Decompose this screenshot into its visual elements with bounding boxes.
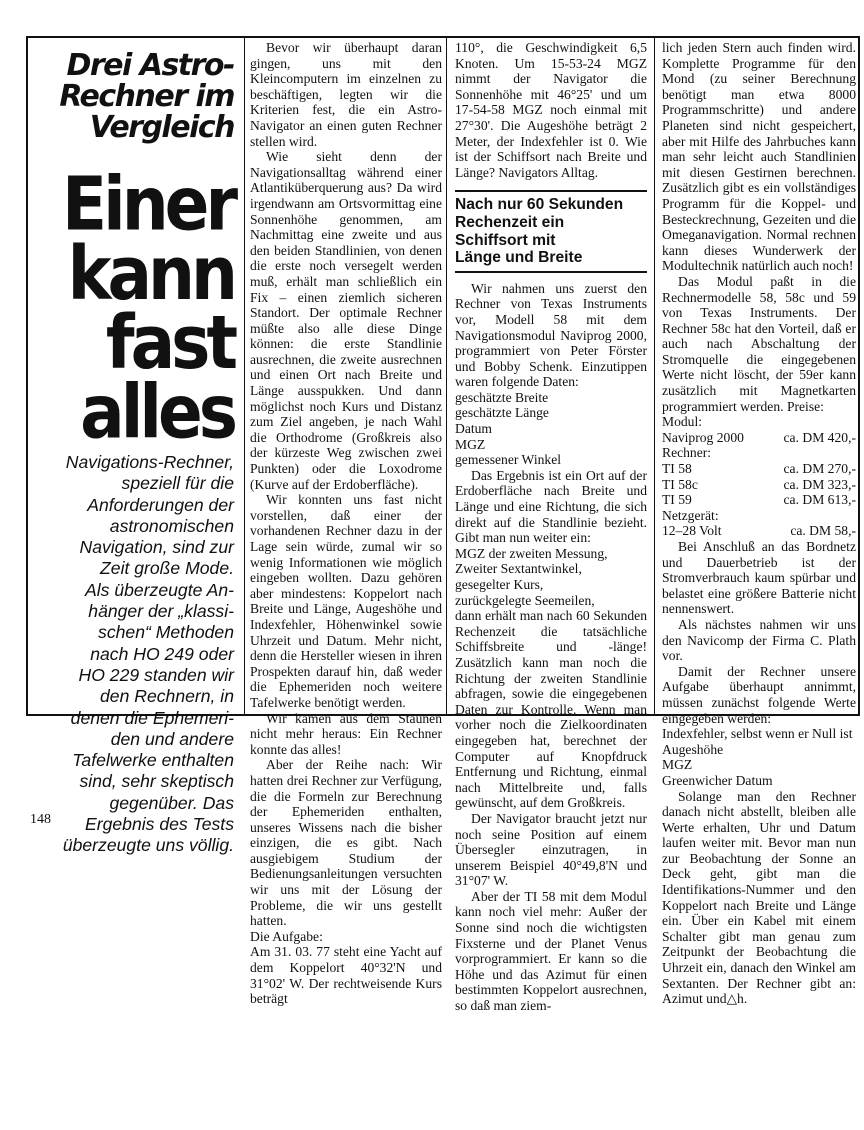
intro-line: hänger der „klassi- xyxy=(88,601,234,622)
price-value: ca. DM 270,- xyxy=(783,461,856,477)
list-item: MGZ xyxy=(662,757,693,773)
list-item: geschätzte Breite xyxy=(455,389,549,405)
intro-line: nach HO 249 oder xyxy=(90,643,234,664)
text-column-2 xyxy=(455,40,647,1014)
intro-line: Navigation, sind zur xyxy=(79,537,234,558)
intro-line: Anforderungen der xyxy=(87,494,234,515)
list-item: gesegelter Kurs, xyxy=(455,577,544,592)
price-item: TI 59 xyxy=(662,492,692,508)
intro-line: den und andere xyxy=(110,728,234,749)
column-divider xyxy=(244,36,245,716)
paragraph: Solange man den Rechner danach nicht abstellt, bleiben alle Werte erhalten, Uhr und Datum laufen weiter mit. Bevor man nun zur Beobachtung der Sonne an Deck geht, gibt man die Identifikations-Nummer und den Koppelort nach Breite und Länge ein. Über ein Kabel mit einem Schalter gibt man genau zum Zeitpunkt der Beobachtung die Uhrzeit ein, danach den Winkel am Sextanten. Der Rechner gibt an: Azimut und△h. xyxy=(662,788,856,1007)
intro-line: astronomischen xyxy=(109,515,234,536)
text-column-3 xyxy=(662,40,856,1007)
paragraph: Bei Anschluß an das Bordnetz und Dauerbetrieb ist der Stromverbrauch kaum spürbar und belastet eine größere Batterie nicht nennenswert. xyxy=(662,539,856,617)
list-item: zurückgelegte Seemeilen, xyxy=(455,592,595,608)
list-item: Datum xyxy=(455,421,492,437)
list-item: MGZ xyxy=(455,436,486,452)
article-kicker xyxy=(38,50,234,143)
paragraph: Wir konnten uns fast nicht vorstellen, daß einer der vorhandenen Rechner dazu in der Lage sein würde, zumal wir so wenig Informationen wie möglich eingeben wollten. Dazu gehören aber mindestens: Koppelort nach Breite und Länge, Augeshöhe und Indexfehler, Höhenwinkel sowie Uhrzeit und Datum. Mehr nicht, denn die Hersteller wiesen in ihren Prospekten darauf hin, daß weder die Ephemeriden noch weitere Tafelwerke benötigt werden. xyxy=(250,492,442,710)
price-group-label: Modul: xyxy=(662,414,703,430)
page-number: 148 xyxy=(30,812,51,827)
heading-line: Rechenzeit ein xyxy=(455,213,565,231)
intro-line: überzeugte uns völlig. xyxy=(62,835,234,856)
price-item: TI 58c xyxy=(662,476,698,492)
text-column-1 xyxy=(250,40,442,1007)
task-label: Die Aufgabe: xyxy=(250,928,323,944)
intro-line: den Rechnern, in xyxy=(100,686,234,707)
intro-line: Ergebnis des Tests xyxy=(85,814,234,835)
intro-line: speziell für die xyxy=(121,473,234,494)
price-item: 12–28 Volt xyxy=(662,523,722,539)
price-row xyxy=(662,492,856,508)
paragraph: Wir kamen aus dem Staunen nicht mehr heraus: Ein Rechner konnte das alles! xyxy=(250,710,442,757)
section-heading xyxy=(455,190,647,272)
intro-line: denen die Ephemeri- xyxy=(70,707,234,728)
heading-line: Schiffsort mit xyxy=(455,231,556,249)
paragraph: Der Navigator braucht jetzt nur noch seine Position auf einem Übersegler einzutragen, in unserem Beispiel 40°49,8'N und 31°07' W. xyxy=(455,810,647,889)
price-group-label: Rechner: xyxy=(662,445,712,461)
intro-line: HO 229 standen wir xyxy=(78,664,234,685)
list-item: geschätzte Länge xyxy=(455,405,549,421)
paragraph: lich jeden Stern auch finden wird. Komplette Programme für den Mond (zu seiner Berechnung benötigt man etwa 8000 Programmschritte) und andere Planeten sind nicht gespeichert, aber mit Hilfe des Jahrbuches kann man sehr leicht auch Standlinien mit diesen Gestirnen berechnen. Zusätzlich gibt es ein vollständiges Programm für die Koppel- und Besteckrechnung, Gezeiten und die Omeganavigation. Normal rechnen kann dieses Wunderwerk der Modultechnik natürlich auch noch! xyxy=(662,40,856,274)
kicker-line: Vergleich xyxy=(89,110,234,145)
price-group-label: Netzgerät: xyxy=(662,507,719,523)
paragraph: Aber der Reihe nach: Wir hatten drei Rechner zur Verfügung, die die Formeln zur Berechnung der Ephemeriden enthalten, unseres Wissens nach die bisher einzigen, die es gibt. Nach ausgiebigem Studium der Bedienungsanleitungen versuchten wir uns mit der Lösung der Probleme, die wir uns gestellt hatten. xyxy=(250,757,442,929)
headline-line: fast xyxy=(105,299,234,387)
paragraph: 110°, die Geschwindigkeit 6,5 Knoten. Um 15-53-24 MGZ nimmt der Navigator die Sonnenhöhe mit 46°25' und um 17-54-58 MGZ noch einmal mit 27°30'. Die Augeshöhe beträgt 2 Meter, der Indexfehler ist 0. Wie ist der Schiffsort nach Breite und Länge? Navigators Alltag. xyxy=(455,40,647,180)
price-row xyxy=(662,477,856,493)
price-row xyxy=(662,461,856,477)
article-headline xyxy=(30,161,234,456)
column-divider xyxy=(654,36,655,716)
intro-line: schen“ Methoden xyxy=(98,622,234,643)
list-item: Zweiter Sextantwinkel, xyxy=(455,561,582,577)
list-item: Augeshöhe xyxy=(662,741,724,757)
price-item: TI 58 xyxy=(662,461,692,477)
headline-line: alles xyxy=(80,369,234,456)
price-item: Naviprog 2000 xyxy=(662,429,744,445)
paragraph: Wie sieht denn der Navigationsalltag während einer Atlantiküberquerung aus? Da wird irgendwann am Ortsvormittag eine Sonnenhöhe genommen, am Nachmittag eine zweite und aus den beiden Standlinien, von denen die erste noch versegelt werden muß, erhält man schließlich ein Fix – einen ziemlich sicheren Standort. Der optimale Rechner müßte also alle diese Dinge können: die erste Standlinie ausrechnen, die zweite ausrechnen und einen Ort nach Breite und Länge ausspukken. Und dann möglichst noch Kurs und Distanz zum Ziel angeben, je nach Wahl die Orthodrome (Großkreis also der kürzeste Weg zwischen zwei Punkten) oder die Loxodrome (Kurve auf der Erdoberfläche). xyxy=(250,149,442,492)
price-value: ca. DM 323,- xyxy=(783,476,856,492)
paragraph: Wir nahmen uns zuerst den Rechner von Texas Instruments vor, Modell 58 mit dem Navigationsmodul Naviprog 2000, programmiert von Peter Förster und Bobby Schenk. Einzutippen waren folgende Daten: xyxy=(455,280,647,390)
price-row xyxy=(662,430,856,446)
paragraph: Das Ergebnis ist ein Ort auf der Erdoberfläche nach Breite und Länge und eine Richtung, die sich direkt auf die Standlinie bezieht. Gibt man nun weiter ein: xyxy=(455,467,647,546)
price-value: ca. DM 613,- xyxy=(783,492,856,508)
heading-line: Länge und Breite xyxy=(455,249,583,267)
price-row xyxy=(662,523,856,539)
task-text: Am 31. 03. 77 steht eine Yacht auf dem Koppelort 40°32'N und 31°02' W. Der rechtweisende Kurs beträgt xyxy=(250,944,442,1007)
price-value: ca. DM 58,- xyxy=(790,523,856,539)
paragraph: Bevor wir überhaupt daran gingen, uns mit den Kleincomputern im einzelnen zu beschäftigen, legten wir die Kriterien fest, die ein Astro-Navigator an einen guten Rechner stellen wird. xyxy=(250,40,442,149)
kicker-line: Rechner im xyxy=(59,79,234,114)
list-item: MGZ der zweiten Messung, xyxy=(455,545,608,561)
headline-line: kann xyxy=(67,230,234,317)
kicker-line: Drei Astro- xyxy=(66,48,234,83)
column-divider xyxy=(446,36,447,716)
heading-line: Nach nur 60 Sekunden xyxy=(455,196,624,214)
intro-line: gegenüber. Das xyxy=(109,792,234,813)
headline-line: Einer xyxy=(61,161,234,248)
intro-line: Tafelwerke enthalten xyxy=(72,750,234,771)
intro-line: Zeit große Mode. xyxy=(100,558,234,579)
paragraph: Als nächstes nahmen wir uns den Navicomp der Firma C. Plath vor. xyxy=(662,616,856,664)
paragraph: Das Modul paßt in die Rechnermodelle 58, 58c und 59 von Texas Instruments. Der Rechner 58c hat den Vorteil, daß er auch nach Abschaltung der Stromquelle die eingegebenen Werte nicht löscht, der 59er kann zusätzlich mit Magnetkarten programmiert werden. Preise: xyxy=(662,273,856,414)
article-intro xyxy=(36,452,234,857)
paragraph: dann erhält man nach 60 Sekunden Rechenzeit die tatsächliche Schiffsbreite und -länge! Zusätzlich kann man noch die Richtung der zweiten Standlinie abfragen, sowie die eingegebenen Daten zur Kontrolle. Wenn man vorher noch die Zielkoordinaten eingegeben hat, berechnet der Computer auf Knopfdruck Entfernung und Richtung, einmal nach Mittelbreite und, falls gewünscht, auf dem Großkreis. xyxy=(455,608,647,811)
intro-line: sind, sehr skeptisch xyxy=(79,771,234,792)
price-value: ca. DM 420,- xyxy=(783,429,856,445)
paragraph: Aber der TI 58 mit dem Modul kann noch viel mehr: Außer der Sonne sind noch die wichtigsten Fixsterne und der Planet Venus vorprogrammiert. Er kann so die Höhe und das Azimut für einen bestimmten Koppelort ausrechnen, so daß man ziem- xyxy=(455,888,647,1014)
paragraph: Damit der Rechner unsere Aufgabe überhaupt annimmt, müssen zunächst folgende Werte eingegeben werden: xyxy=(662,663,856,726)
intro-line: Als überzeugte An- xyxy=(85,579,234,600)
list-item: Indexfehler, selbst wenn er Null ist xyxy=(662,726,853,742)
intro-line: Navigations-Rechner, xyxy=(65,452,234,472)
list-item: Greenwicher Datum xyxy=(662,772,773,788)
list-item: gemessener Winkel xyxy=(455,452,562,468)
